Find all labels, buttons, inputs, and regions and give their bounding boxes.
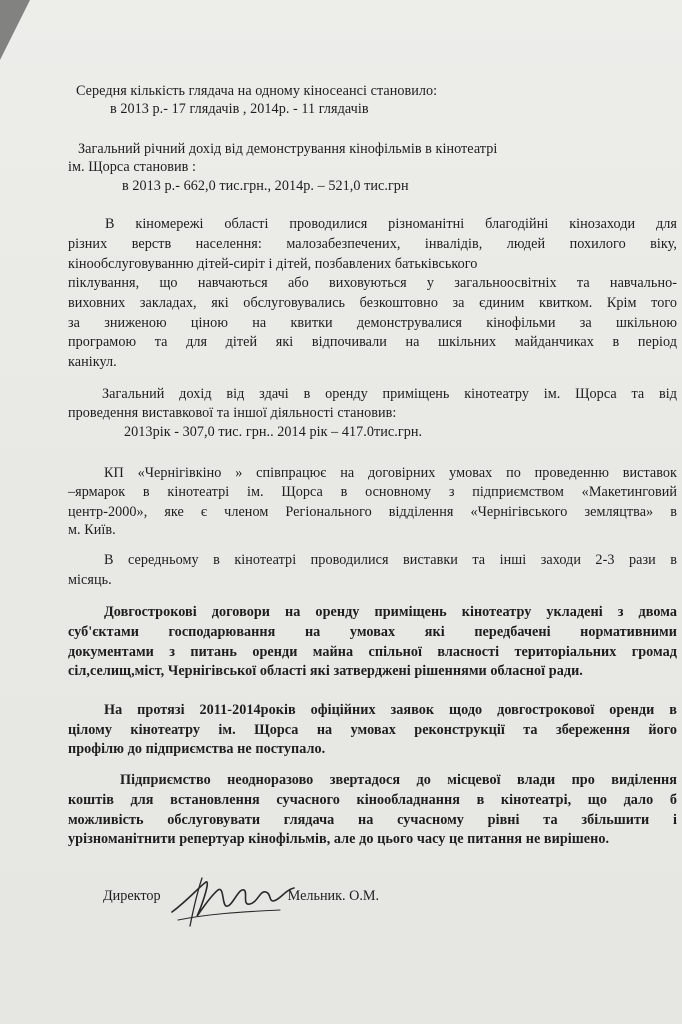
- text-line: канікул.: [68, 354, 117, 370]
- text-line: Середня кількість глядача на одному кіносеансі становило:: [76, 83, 438, 99]
- text-line: коштів для встановлення сучасного кінообладнання в кінотеатрі, що дало б: [68, 792, 677, 808]
- text-line: піклування, що навчаються або виховуються у загальноосвітніх та навчально-: [68, 275, 677, 291]
- scan-corner-shadow: [0, 0, 30, 60]
- text-line: –ярмарок в кінотеатрі ім. Щорса в основному з підприємством «Макетинговий: [68, 484, 677, 500]
- text-line: 2013рік - 307,0 тис. грн.. 2014 рік – 417.0тис.грн.: [124, 424, 423, 440]
- text-line: виховних закладах, які обслуговувались безкоштовно за єдиним квитком. Крім того: [68, 295, 677, 311]
- text-line: В середньому в кінотеатрі проводилися виставки та інші заходи 2-3 рази в: [104, 552, 677, 568]
- text-line: сіл,селищ,міст, Чернігівської області які затверджені рішеннями обласної ради.: [68, 663, 583, 679]
- text-line: в 2013 р.- 662,0 тис.грн., 2014р. – 521,0 тис.грн: [122, 178, 409, 194]
- text-line: суб'єктами господарювання на умовах які передбачені нормативними: [68, 624, 677, 640]
- text-line: цілому кінотеатру ім. Щорса на умовах реконструкції та збереження його: [68, 722, 677, 738]
- text-line: Довгострокові договори на оренду приміщень кінотеатру укладені з двома: [104, 604, 677, 620]
- text-line: проведення виставкової та іншої діяльності становив:: [68, 405, 397, 421]
- text-line: Загальний річний дохід від демонстрування кінофільмів в кінотеатрі: [78, 141, 498, 157]
- text-line: центр-2000», яке є членом Регіонального відділення «Чернігівського земляцтва» в: [68, 504, 677, 520]
- text-line: в 2013 р.- 17 глядачів , 2014р. - 11 глядачів: [110, 101, 369, 117]
- text-line: Підприємство неодноразово звертадося до місцевої влади про виділення: [120, 772, 677, 788]
- text-line: різних верств населення: малозабезпечених, інвалідів, людей похилого віку,: [68, 236, 677, 252]
- text-line: урізноманітнити репертуар кінофільмів, але до цього часу це питання не вирішено.: [68, 831, 610, 847]
- text-line: за зниженою ціною на квитки демонструвалися кінофільми за шкільною: [68, 315, 677, 331]
- text-line: документами з питань оренди майна спільної власності територіальних громад: [68, 644, 677, 660]
- text-line: програмою та для дітей які відпочивали на шкільних майданчиках в період: [68, 334, 677, 350]
- text-line: На протязі 2011-2014років офіційних заявок щодо довгострокової оренди в: [104, 702, 677, 718]
- text-line: м. Київ.: [68, 522, 116, 538]
- text-line: профілю до підприємства не поступало.: [68, 741, 326, 757]
- text-line: можливість обслуговувати глядача на сучасному рівні та збільшити і: [68, 812, 677, 828]
- text-line: КП «Чернігівкіно » співпрацює на договірних умовах по проведенню виставок: [104, 465, 677, 481]
- text-line: кінообслуговуванню дітей-сиріт і дітей, позбавлених батьківського: [68, 256, 478, 272]
- text-line: місяць.: [68, 572, 112, 588]
- text-line: В кіномережі області проводилися різноманітні благодійні кінозаходи для: [105, 216, 677, 232]
- signature-name: Мельник. О.М.: [287, 888, 380, 904]
- handwritten-signature: [168, 870, 298, 930]
- signature-title: Директор: [103, 888, 161, 904]
- text-line: ім. Щорса становив :: [68, 159, 196, 175]
- text-line: Загальний дохід від здачі в оренду приміщень кінотеатру ім. Щорса та від: [102, 386, 677, 402]
